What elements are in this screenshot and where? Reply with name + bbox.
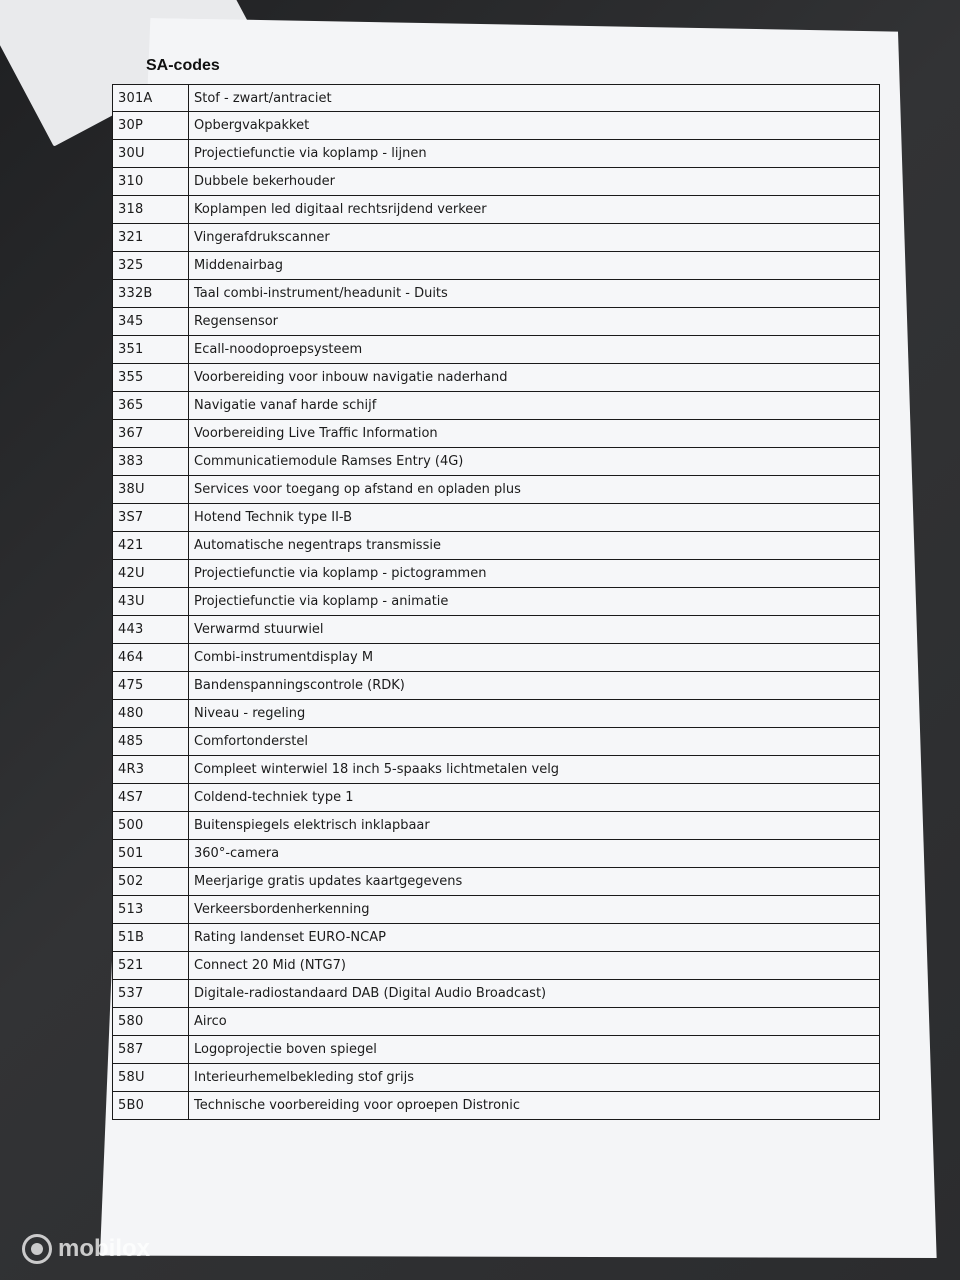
table-row (112, 532, 880, 560)
document-title: SA-codes (146, 57, 220, 74)
table-row (112, 756, 880, 784)
sa-description-cell: Opbergvakpakket (194, 118, 310, 133)
watermark-text: mobilox (58, 1235, 151, 1262)
table-row (112, 364, 880, 392)
table-row (112, 168, 880, 196)
table-row (112, 812, 880, 840)
sa-code-cell: 464 (113, 644, 189, 671)
table-row (112, 420, 880, 448)
sa-description-cell: Regensensor (194, 314, 279, 329)
sa-code-cell: 58U (113, 1064, 189, 1091)
table-row (112, 672, 880, 700)
sa-description-cell: Projectiefunctie via koplamp - pictogrammen (194, 566, 487, 581)
table-row (112, 952, 880, 980)
table-row (112, 728, 880, 756)
table-row (112, 196, 880, 224)
sa-description-cell: Technische voorbereiding voor oproepen Distronic (194, 1098, 521, 1113)
sa-description-cell: Rating landenset EURO-NCAP (194, 930, 386, 945)
sa-code-cell: 43U (113, 588, 189, 615)
table-row (112, 280, 880, 308)
table-row (112, 1036, 880, 1064)
sa-code-cell: 421 (113, 532, 189, 559)
sa-code-cell: 318 (113, 196, 189, 223)
table-row (112, 308, 880, 336)
sa-code-cell: 521 (113, 952, 189, 979)
sa-code-cell: 321 (113, 224, 189, 251)
sa-description-cell: Buitenspiegels elektrisch inklapbaar (194, 818, 430, 833)
sa-description-cell: Comfortonderstel (194, 734, 308, 749)
sa-description-cell: Projectiefunctie via koplamp - animatie (194, 594, 449, 609)
sa-code-cell: 5B0 (113, 1092, 189, 1119)
sa-code-cell: 345 (113, 308, 189, 335)
table-row (112, 448, 880, 476)
table-row (112, 840, 880, 868)
table-row (112, 868, 880, 896)
sa-description-cell: Dubbele bekerhouder (194, 174, 335, 189)
table-row (112, 924, 880, 952)
sa-code-cell: 4R3 (113, 756, 189, 783)
sa-code-cell: 351 (113, 336, 189, 363)
table-row (112, 252, 880, 280)
table-row (112, 560, 880, 588)
sa-code-cell: 310 (113, 168, 189, 195)
table-row (112, 616, 880, 644)
table-row (112, 784, 880, 812)
sa-description-cell: Interieurhemelbekleding stof grijs (194, 1070, 414, 1085)
sa-code-cell: 332B (113, 280, 189, 307)
sa-description-cell: Hotend Technik type II-B (194, 510, 353, 525)
sa-code-cell: 301A (113, 85, 189, 111)
sa-code-cell: 485 (113, 728, 189, 755)
sa-code-cell: 42U (113, 560, 189, 587)
sa-code-cell: 513 (113, 896, 189, 923)
sa-description-cell: Niveau - regeling (194, 706, 306, 721)
table-row (112, 980, 880, 1008)
sa-code-cell: 355 (113, 364, 189, 391)
table-row (112, 112, 880, 140)
sa-code-cell: 30P (113, 112, 189, 139)
sa-description-cell: Compleet winterwiel 18 inch 5-spaaks lichtmetalen velg (194, 762, 560, 777)
sa-description-cell: Services voor toegang op afstand en opladen plus (194, 482, 521, 497)
table-row (112, 644, 880, 672)
sa-description-cell: Communicatiemodule Ramses Entry (4G) (194, 454, 464, 469)
sa-codes-table (112, 84, 880, 1120)
sa-description-cell: 360°-camera (194, 846, 280, 861)
sa-description-cell: Logoprojectie boven spiegel (194, 1042, 377, 1057)
mobilox-logo-icon (22, 1234, 52, 1264)
sa-description-cell: Vingerafdrukscanner (194, 230, 330, 245)
sa-description-cell: Airco (194, 1014, 227, 1029)
table-row (112, 896, 880, 924)
table-row (112, 700, 880, 728)
sa-code-cell: 4S7 (113, 784, 189, 811)
table-row (112, 1064, 880, 1092)
sa-description-cell: Verwarmd stuurwiel (194, 622, 324, 637)
sa-description-cell: Connect 20 Mid (NTG7) (194, 958, 346, 973)
table-row (112, 140, 880, 168)
table-row (112, 504, 880, 532)
sa-code-cell: 502 (113, 868, 189, 895)
sa-code-cell: 38U (113, 476, 189, 503)
sa-code-cell: 580 (113, 1008, 189, 1035)
sa-description-cell: Meerjarige gratis updates kaartgegevens (194, 874, 463, 889)
sa-code-cell: 475 (113, 672, 189, 699)
sa-code-cell: 30U (113, 140, 189, 167)
sa-description-cell: Projectiefunctie via koplamp - lijnen (194, 146, 427, 161)
sa-code-cell: 367 (113, 420, 189, 447)
table-row (112, 224, 880, 252)
table-row (112, 476, 880, 504)
table-row (112, 336, 880, 364)
sa-description-cell: Koplampen led digitaal rechtsrijdend verkeer (194, 202, 487, 217)
sa-description-cell: Stof - zwart/antraciet (194, 90, 332, 106)
sa-description-cell: Voorbereiding voor inbouw navigatie naderhand (194, 370, 508, 385)
sa-code-cell: 501 (113, 840, 189, 867)
sa-description-cell: Automatische negentraps transmissie (194, 538, 441, 553)
sa-code-cell: 443 (113, 616, 189, 643)
table-row (112, 1008, 880, 1036)
table-row (112, 392, 880, 420)
table-row (112, 588, 880, 616)
sa-description-cell: Verkeersbordenherkenning (194, 902, 370, 917)
sa-code-cell: 480 (113, 700, 189, 727)
sa-code-cell: 500 (113, 812, 189, 839)
sa-description-cell: Digitale-radiostandaard DAB (Digital Audio Broadcast) (194, 986, 547, 1001)
sa-code-cell: 3S7 (113, 504, 189, 531)
sa-description-cell: Coldend-techniek type 1 (194, 790, 354, 805)
sa-code-cell: 587 (113, 1036, 189, 1063)
sa-code-cell: 365 (113, 392, 189, 419)
sa-description-cell: Bandenspanningscontrole (RDK) (194, 678, 405, 693)
sa-code-cell: 383 (113, 448, 189, 475)
sa-description-cell: Navigatie vanaf harde schijf (194, 398, 377, 413)
sa-description-cell: Combi-instrumentdisplay M (194, 650, 374, 665)
sa-description-cell: Taal combi-instrument/headunit - Duits (194, 286, 448, 301)
sa-code-cell: 537 (113, 980, 189, 1007)
watermark (22, 1234, 150, 1264)
sa-description-cell: Ecall-noodoproepsysteem (194, 342, 363, 357)
sa-description-cell: Middenairbag (194, 258, 283, 273)
sa-code-cell: 325 (113, 252, 189, 279)
table-row (112, 1092, 880, 1120)
table-row (112, 84, 880, 112)
sa-code-cell: 51B (113, 924, 189, 951)
sa-description-cell: Voorbereiding Live Traffic Information (194, 426, 438, 441)
